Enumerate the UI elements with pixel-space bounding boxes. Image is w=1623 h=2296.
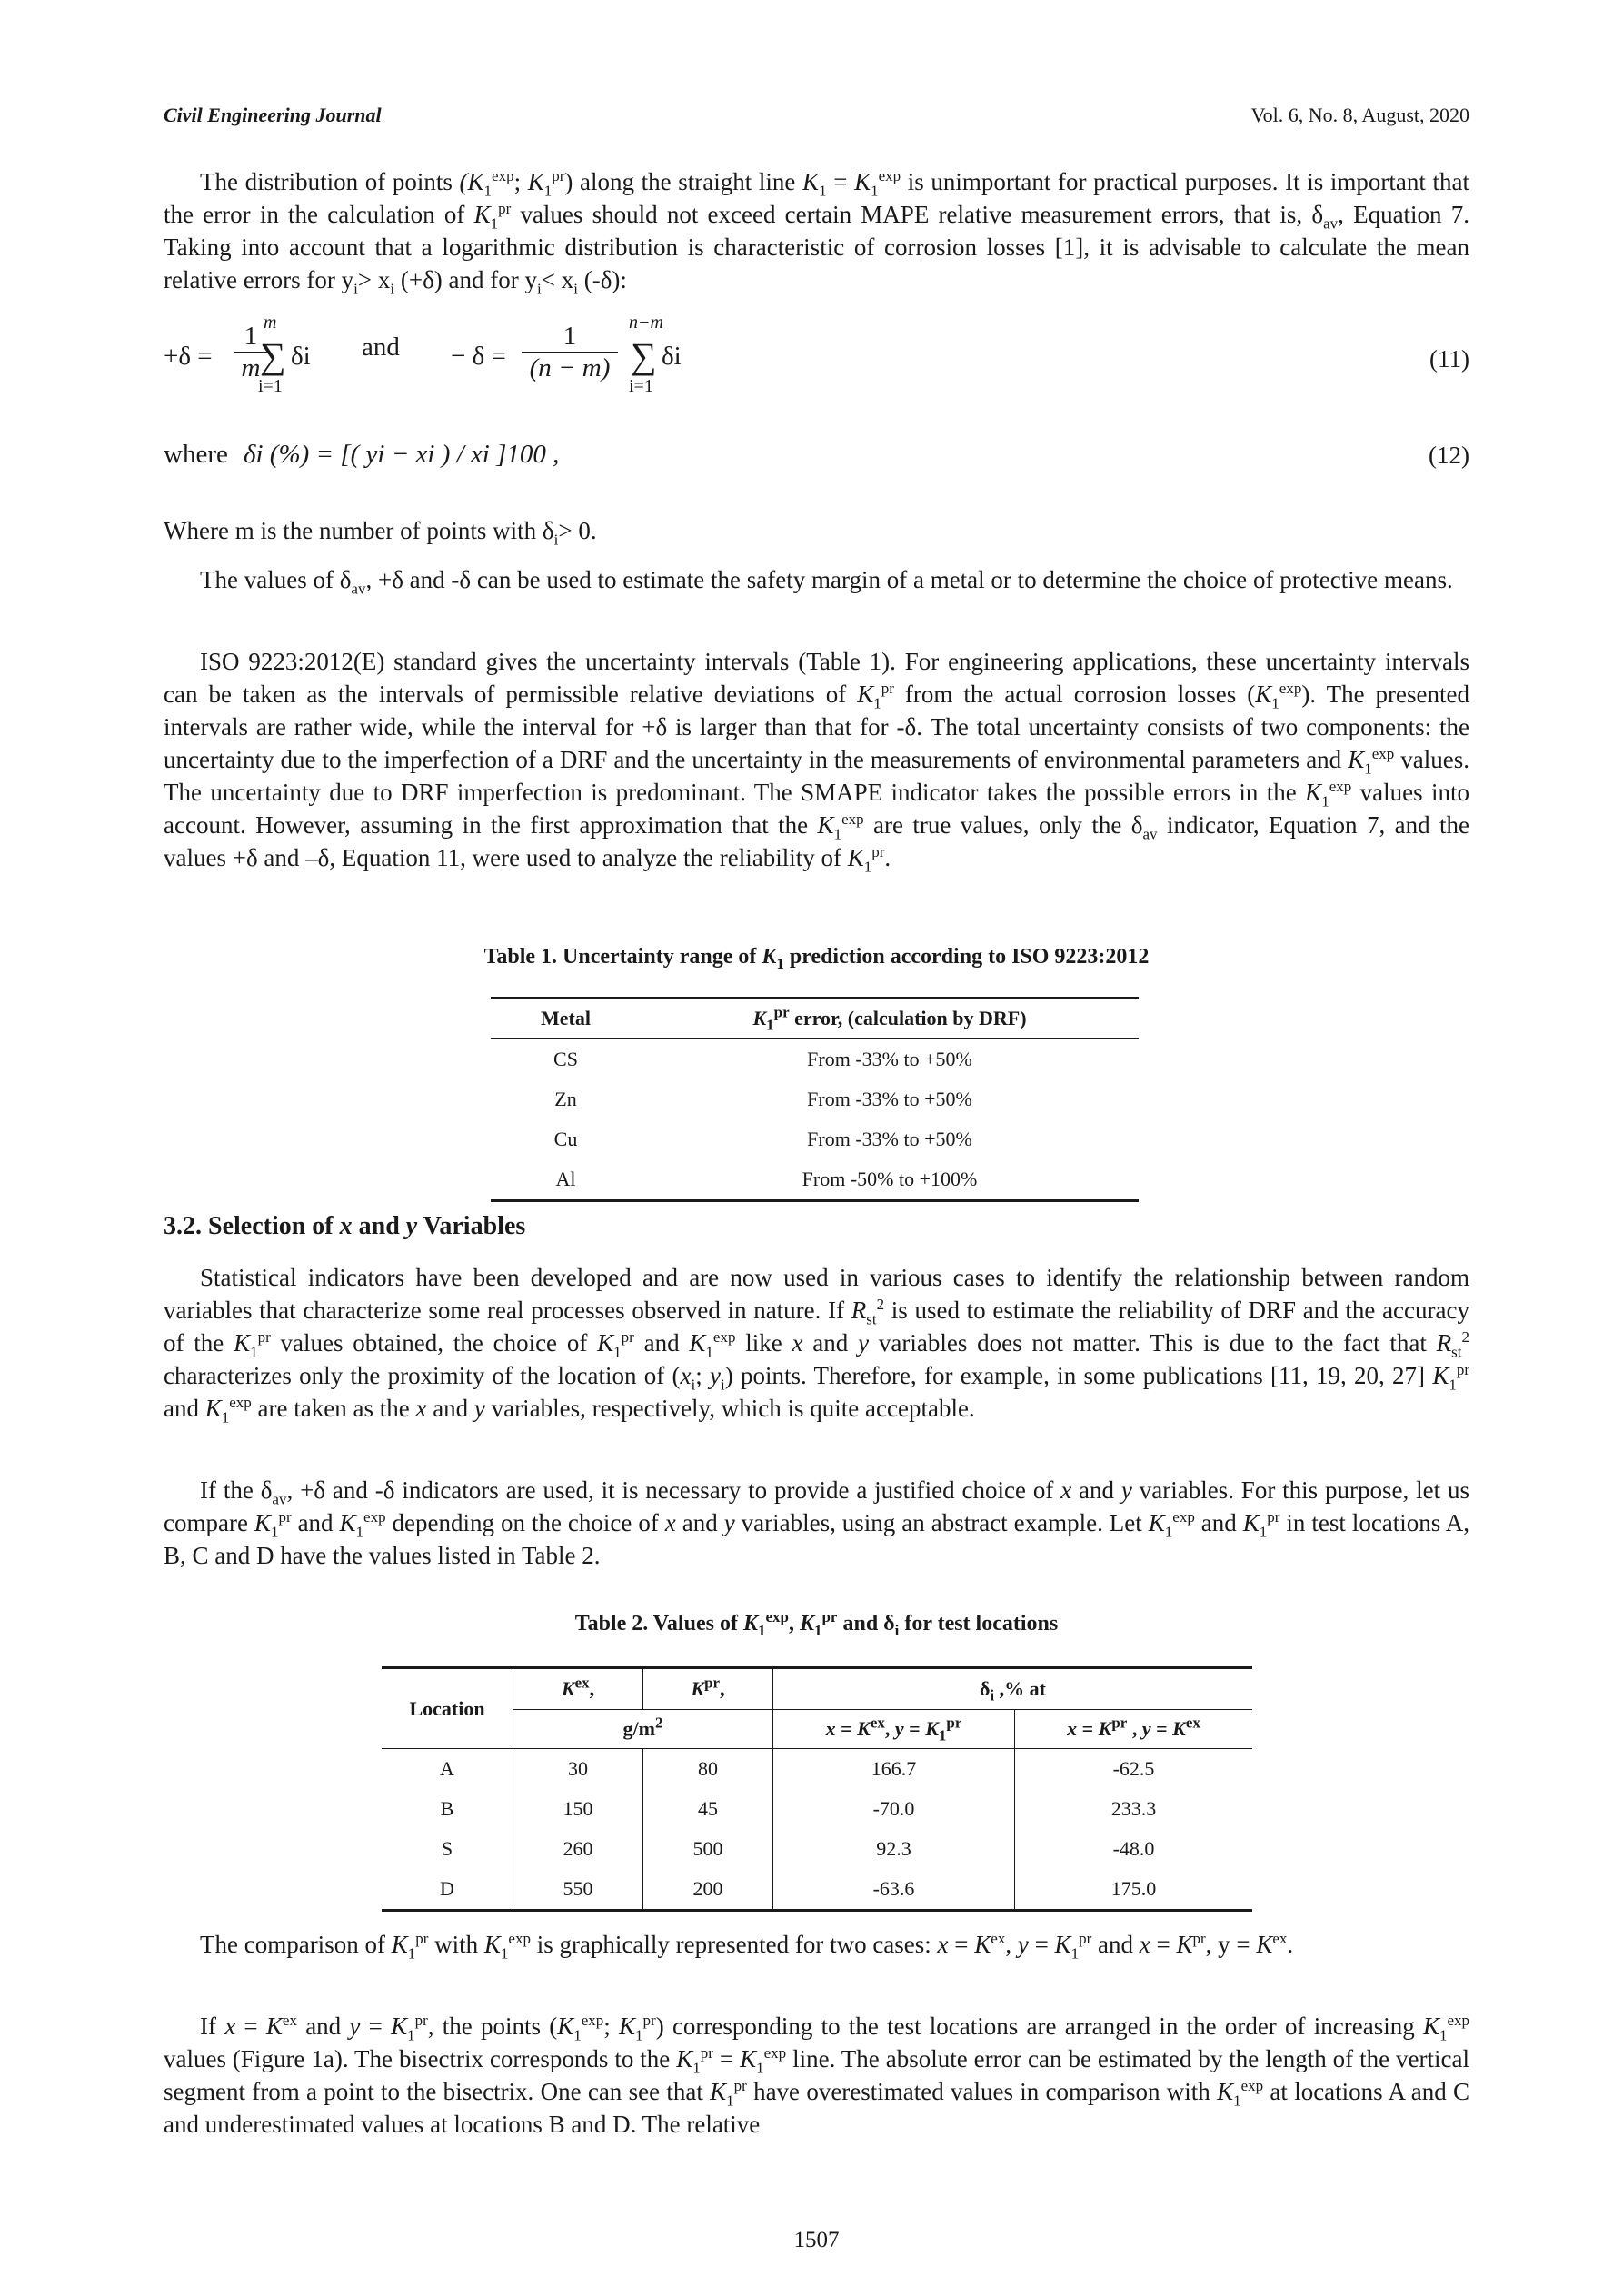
journal-name: Civil Engineering Journal <box>164 104 382 126</box>
page-number: 1507 <box>793 2228 840 2252</box>
section-title: 3.2. Selection of x and y Variables <box>164 1212 526 1240</box>
table-1-header-metal: Metal <box>491 999 641 1039</box>
table-row: CS From -33% to +50% <box>553 1048 972 1070</box>
eq11-sigma-2: ∑ <box>631 335 657 376</box>
eq12-number: (12) <box>1429 442 1469 469</box>
paragraph-5: If the $\delta_{av}$, +δ and -δ indicators are used, it is necessary to provide a justified choice of x and y variables. For this purpose, let us compare $K_1^{pr}$ and $K_1^{exp}$ depending on the choice of x and y variables, using an abstract example. Let $K_1^{exp}$ and $K_1^{pr}$ in test locations A, B, C and D have the values listed in Table 2. <box>164 1476 1470 1569</box>
paragraph-where-m: Where m is the number of points with $\delta_i> 0$. <box>164 517 597 549</box>
eq12-formula: δi (%) = [( yi − xi ) / xi ]100 , <box>244 440 560 469</box>
equation-12: where δi (%) = [( yi − xi ) / xi ]100 , (12) <box>164 440 1469 469</box>
table-row: Al From -50% to +100% <box>491 1159 1139 1201</box>
paragraph-1 <box>164 165 1469 296</box>
table-1-header-error: $K_1^{pr}$ error, (calculation by DRF) <box>641 999 1139 1039</box>
table-1-header-row <box>491 999 1139 1039</box>
table-2 <box>382 1666 1252 1912</box>
equation-11: +δ = 1 m m ∑ i=1 δi and − δ = 1 (n − m) n−m ∑ i=1 δi (11) <box>164 313 1469 396</box>
table-row: A 30 80 166.7 -62.5 <box>382 1749 1252 1790</box>
paragraph-7: If $x = K^{ex}$ and $y = K_1^{pr}$, the points ($K_1^{exp}$; $K_1^{pr}$) corresponding to the test locations are arranged in the order of increasing $K_1^{exp}$ values (Figure 1a). The bisectrix corresponds to the $K_1^{pr} = K_1^{exp}$ line. The absolute error can be estimated by the length of the vertical segment from a point to the bisectrix. One can see that $K_1^{pr}$ have overestimated values in comparison with $K_1^{exp}$ at locations A and C and underestimated values at locations B and D. The relative <box>164 2012 1470 2138</box>
paragraph-1-text: The distribution of points ($K_1^{exp}$; $K_1^{pr}$) along the straight line $K_1 = K_1^{exp}$ is unimportant for practical purposes. It is important that the error in the calculation of $K_1^{pr}$ values should not exceed certain MAPE relative measurement errors, that is, $\delta_{av}$, Equation 7. Taking into account that a logarithmic distribution is characteristic of corrosion losses [1], it is advisable to calculate the mean relative errors for $y_i> x_i$ (+δ) and for $y_i< x_i$ (-δ): <box>164 167 1469 298</box>
table-2-header-location: Location <box>382 1668 513 1749</box>
paragraph-6: The comparison of $K_1^{pr}$ with $K_1^{exp}$ is graphically represented for two cases: $x = K^{ex}$, $y = K_1^{pr}$ and $x = K^{pr}$, $y = K^{ex}$. <box>200 1930 1294 1963</box>
eq11-frac-1: 1 m <box>234 322 267 383</box>
paragraph-2: The values of $\delta_{av}$, +δ and -δ can be used to estimate the safety margin of a metal or to determine the choice of protective means. <box>200 566 1453 598</box>
paragraph-4: Statistical indicators have been developed and are now used in various cases to identify the relationship between random variables that characterize some real processes observed in nature. If $R_{st}^2$ is used to estimate the reliability of DRF and the accuracy of the $K_1^{pr}$ values obtained, the choice of $K_1^{pr}$ and $K_1^{exp}$ like x and y variables does not matter. This is due to the fact that $R_{st}^2$ characterizes only the proximity of the location of ($x_i$; $y_i$) points. Therefore, for example, in some publications [11, 19, 20, 27] $K_1^{pr}$ and $K_1^{exp}$ are taken as the x and y variables, respectively, which is quite acceptable. <box>164 1264 1470 1426</box>
table-2-header-kex: $K^{ex}$, <box>513 1668 643 1710</box>
volume-info: Vol. 6, No. 8, August, 2020 <box>1250 104 1469 126</box>
eq11-sigma-1: ∑ <box>260 335 286 376</box>
table-row: S 260 500 92.3 -48.0 <box>382 1829 1252 1869</box>
table-2-header-row-1 <box>382 1668 1252 1710</box>
table-2-header-delta: $\delta_i$ ,% at <box>773 1668 1253 1710</box>
paragraph-3: ISO 9223:2012(E) standard gives the uncertainty intervals (Table 1). For engineering applications, these uncertainty intervals can be taken as the intervals of permissible relative deviations of $K_1^{pr}$ from the actual corrosion losses $(K_1^{exp})$. The presented intervals are rather wide, while the interval for +δ is larger than that for -δ. The total uncertainty consists of two components: the uncertainty due to the imperfection of a DRF and the uncertainty in the measurements of environmental parameters and $K_1^{exp}$ values. The uncertainty due to DRF imperfection is predominant. The SMAPE indicator takes the possible errors in the $K_1^{exp}$ values into account. However, assuming in the first approximation that the $K_1^{exp}$ are true values, only the $\delta_{av}$ indicator, Equation 7, and the values +δ and –δ, Equation 11, were used to analyze the reliability of $K_1^{pr}$. <box>164 648 1469 876</box>
table-2-header-row-2 <box>382 1710 1252 1749</box>
eq11-plus-delta: +δ = <box>164 342 213 371</box>
eq11-frac-2: 1 (n − m) <box>522 322 618 383</box>
table-row: Zn From -33% to +50% <box>554 1088 972 1110</box>
table-2-caption: Table 2. Values of $K_1^{exp}$, $K_1^{pr}$ and $\delta_i$ for test locations <box>574 1608 1059 1639</box>
table-2-header-kpr: $K^{pr}$, <box>643 1668 773 1710</box>
eq11-minus-delta: − δ = <box>451 342 506 371</box>
table-2-header-case-2: $x = K^{pr}$ , $y = K^{ex}$ <box>1015 1710 1253 1749</box>
eq11-and: and <box>362 333 400 362</box>
eq11-number: (11) <box>1429 345 1469 373</box>
table-row: D 550 200 -63.6 175.0 <box>382 1869 1252 1911</box>
table-1-caption: Table 1. Uncertainty range of $K_1$ prediction according to ISO 9223:2012 <box>483 945 1150 972</box>
running-header <box>164 104 1469 134</box>
table-row: Cu From -33% to +50% <box>553 1128 972 1150</box>
table-2-header-case-1: $x = K^{ex}$, $y = K_1^{pr}$ <box>773 1710 1015 1749</box>
table-row: B 150 45 -70.0 233.3 <box>382 1789 1252 1829</box>
table-1 <box>491 997 1139 1202</box>
table-2-header-unit: $g/m^2$ <box>513 1710 773 1749</box>
